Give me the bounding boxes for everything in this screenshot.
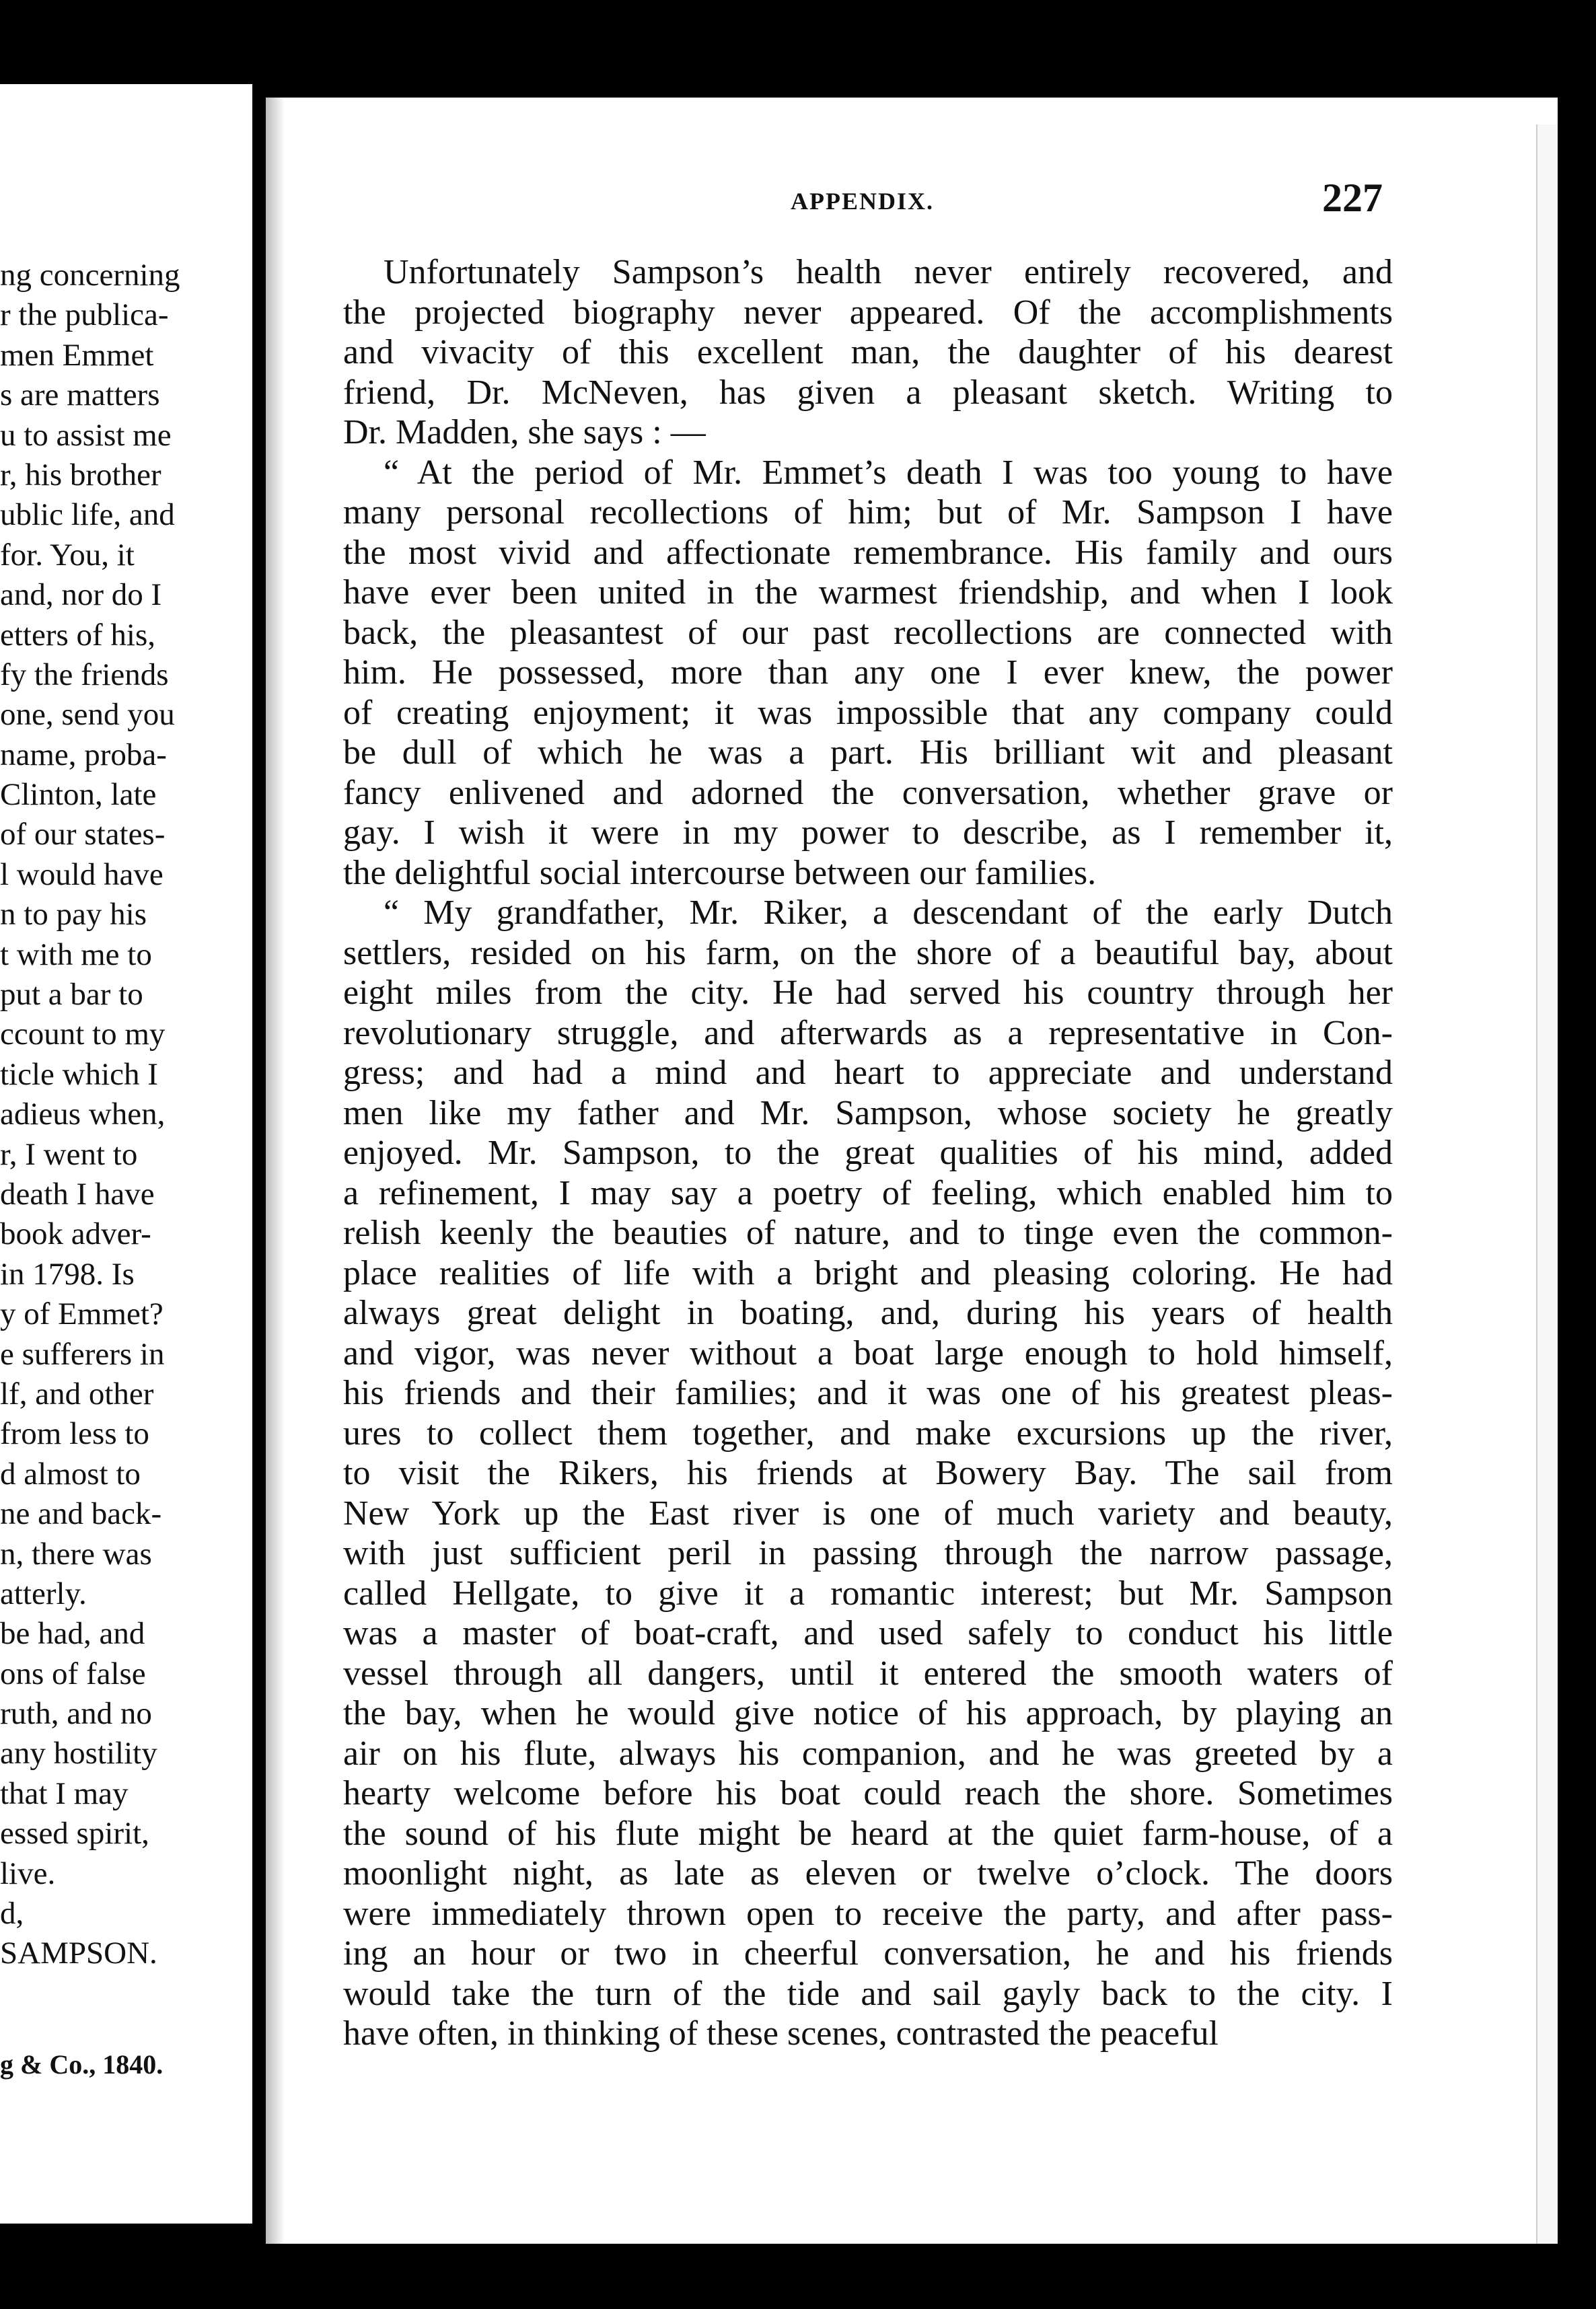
left-page-line: from less to [0, 1416, 149, 1452]
text-line: a refinement, I may say a poetry of feeling, which enabled him to [343, 1173, 1393, 1212]
text-line: place realities of life with a bright and pleasing coloring. He had [343, 1253, 1393, 1292]
left-page-line: t with me to [0, 937, 152, 972]
text-line: relish keenly the beauties of nature, and to tinge even the common- [343, 1214, 1393, 1252]
left-page-line: s are matters [0, 377, 160, 413]
text-line: vessel through all dangers, until it entered the smooth waters of [343, 1654, 1393, 1693]
text-line: fancy enlivened and adorned the conversation, whether grave or [343, 773, 1393, 812]
text-line: men like my father and Mr. Sampson, whose society he greatly [343, 1093, 1393, 1132]
left-page-line: y of Emmet? [0, 1296, 164, 1332]
left-page [0, 84, 252, 2224]
text-line: the most vivid and affectionate remembrance. His family and ours [343, 533, 1393, 572]
left-page-line: u to assist me [0, 417, 172, 453]
left-page-line: Clinton, late [0, 777, 157, 813]
text-line: the delightful social intercourse between our families. [343, 853, 1097, 892]
left-page-line: one, send you [0, 697, 175, 733]
left-page-line: in 1798. Is [0, 1256, 135, 1292]
text-line: him. He possessed, more than any one I ever knew, the power [343, 653, 1393, 692]
text-line: be dull of which he was a part. His brilliant wit and pleasant [343, 733, 1393, 772]
text-line: air on his flute, always his companion, and he was greeted by a [343, 1734, 1393, 1773]
left-page-line: men Emmet [0, 337, 154, 373]
left-page-line: for. You, it [0, 537, 135, 573]
text-line: gay. I wish it were in my power to describe, as I remember it, [343, 813, 1393, 852]
left-page-line: atterly. [0, 1576, 87, 1611]
left-page-text [0, 256, 180, 1974]
left-page-line: ublic life, and [0, 497, 175, 533]
left-page-line: essed spirit, [0, 1816, 149, 1852]
paragraph [343, 893, 1393, 2054]
text-line: back, the pleasantest of our past recollections are connected with [343, 613, 1393, 652]
text-line: ures to collect them together, and make excursions up the river, [343, 1414, 1393, 1453]
text-line: were immediately thrown open to receive the party, and after pass- [343, 1894, 1393, 1933]
text-line: the bay, when he would give notice of his approach, by playing an [343, 1694, 1393, 1732]
left-page-line: put a bar to [0, 977, 143, 1013]
text-line: eight miles from the city. He had served his country through her [343, 974, 1393, 1012]
text-line: with just sufficient peril in passing through the narrow passage, [343, 1534, 1393, 1572]
left-page-line: ticle which I [0, 1056, 158, 1092]
text-line: would take the turn of the tide and sail gayly back to the city. I [343, 1974, 1393, 2013]
text-line: and vigor, was never without a boat large enough to hold himself, [343, 1333, 1393, 1372]
text-line: Dr. Madden, she says : — [343, 413, 706, 451]
text-line: the sound of his flute might be heard at the quiet farm-house, of a [343, 1814, 1393, 1853]
text-line: hearty welcome before his boat could reach the shore. Sometimes [343, 1774, 1393, 1812]
text-line: the projected biography never appeared. Of the accomplishments [343, 293, 1393, 332]
text-line: Unfortunately Sampson’s health never entirely recovered, and [384, 253, 1393, 291]
left-page-line: d almost to [0, 1456, 141, 1492]
left-page-line: r the publica- [0, 297, 169, 333]
paragraph [343, 252, 1393, 453]
left-page-line: lf, and other [0, 1376, 154, 1412]
text-line: friend, Dr. McNeven, has given a pleasant sketch. Writing to [343, 373, 1393, 412]
text-line: “ At the period of Mr. Emmet’s death I was too young to have [384, 453, 1393, 492]
text-line: of creating enjoyment; it was impossible that any company could [343, 693, 1393, 732]
text-line: have ever been united in the warmest friendship, and when I look [343, 573, 1393, 612]
left-page-line: that I may [0, 1775, 129, 1811]
left-page-line: n, there was [0, 1536, 152, 1572]
body-text [343, 252, 1393, 2054]
left-page-line: etters of his, [0, 617, 156, 653]
left-page-line: ons of false [0, 1656, 146, 1691]
text-line: settlers, resided on his farm, on the shore of a beautiful bay, about [343, 933, 1393, 972]
left-page-line: r, I went to [0, 1136, 138, 1172]
text-line: many personal recollections of him; but of Mr. Sampson I have [343, 493, 1393, 532]
text-line: his friends and their families; and it was one of his greatest pleas- [343, 1374, 1393, 1412]
text-line: “ My grandfather, Mr. Riker, a descendant of the early Dutch [384, 893, 1393, 932]
left-page-line: live. [0, 1856, 56, 1891]
text-line: called Hellgate, to give it a romantic interest; but Mr. Sampson [343, 1574, 1393, 1613]
left-page-line: name, proba- [0, 737, 167, 772]
text-line: have often, in thinking of these scenes, contrasted the peaceful [343, 2014, 1219, 2053]
text-line: was a master of boat-craft, and used safely to conduct his little [343, 1614, 1393, 1652]
left-page-line: r, his brother [0, 457, 161, 492]
left-page-line: ng concerning [0, 258, 180, 293]
left-page-line: ruth, and no [0, 1696, 152, 1732]
page-number: 227 [1322, 176, 1383, 220]
text-line: gress; and had a mind and heart to appreciate and understand [343, 1054, 1393, 1092]
left-page-line: ne and back- [0, 1496, 162, 1532]
left-page-line: death I have [0, 1176, 155, 1212]
right-page [266, 98, 1558, 2244]
text-line: to visit the Rikers, his friends at Bowery Bay. The sail from [343, 1454, 1393, 1492]
paragraph [343, 453, 1393, 893]
text-line: enjoyed. Mr. Sampson, to the great qualities of his mind, added [343, 1134, 1393, 1172]
text-line: moonlight night, as late as eleven or twelve o’clock. The doors [343, 1854, 1393, 1893]
text-line: always great delight in boating, and, during his years of health [343, 1294, 1393, 1332]
left-page-line: of our states- [0, 817, 166, 852]
left-page-line: d, [0, 1896, 24, 1932]
left-page-line: and, nor do I [0, 577, 162, 613]
text-line: revolutionary struggle, and afterwards as a representative in Con- [343, 1013, 1393, 1052]
text-line: New York up the East river is one of much variety and beauty, [343, 1494, 1393, 1533]
left-page-line: fy the friends [0, 657, 169, 692]
gutter-shadow [266, 98, 285, 2244]
left-page-line: SAMPSON. [0, 1936, 157, 1971]
left-page-line: n to pay his [0, 897, 147, 932]
text-line: and vivacity of this excellent man, the daughter of his dearest [343, 333, 1393, 371]
left-page-line: l would have [0, 856, 164, 892]
left-page-line: adieus when, [0, 1097, 166, 1132]
left-page-line: e sufferers in [0, 1336, 165, 1372]
left-page-line: be had, and [0, 1616, 145, 1652]
running-head [266, 175, 1558, 222]
running-head-title: APPENDIX. [791, 188, 934, 215]
left-page-line: ccount to my [0, 1017, 166, 1052]
page-edge [1536, 124, 1558, 2244]
text-line: ing an hour or two in cheerful conversation, he and his friends [343, 1934, 1393, 1973]
left-page-line: book adver- [0, 1216, 151, 1252]
left-page-footer: g & Co., 1840. [0, 2049, 164, 2080]
left-page-line: any hostility [0, 1736, 157, 1771]
